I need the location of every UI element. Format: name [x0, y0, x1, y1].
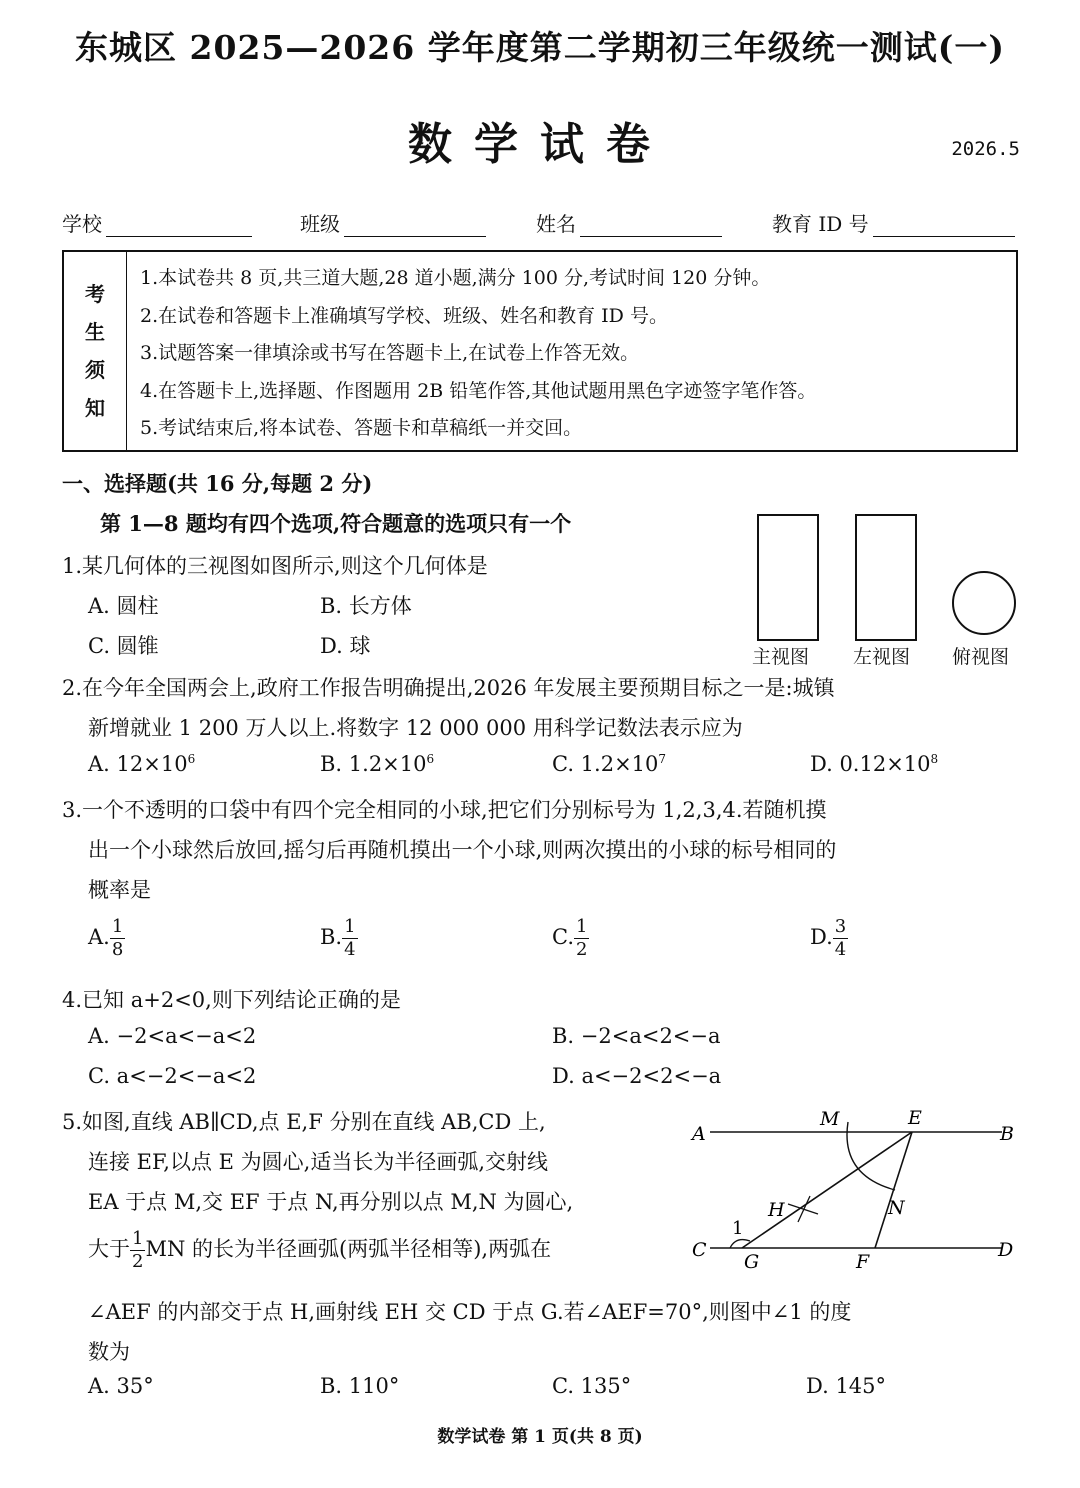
- fraction: $\frac{1}{4}$: [344, 916, 356, 960]
- fraction: $\frac{1}{2}$: [132, 1228, 144, 1272]
- label-angle-1: 1: [732, 1218, 744, 1239]
- question-3-line3: 概率是: [88, 878, 151, 902]
- q4-option-b[interactable]: B. −2<a<2<−a: [552, 1024, 721, 1048]
- top-view-label: 俯视图: [952, 646, 1010, 668]
- notice-box: [62, 250, 1018, 452]
- three-views-figure: [740, 505, 1040, 645]
- ray-eh: [742, 1132, 912, 1248]
- side-view-rect: [856, 515, 916, 640]
- id-field[interactable]: [772, 208, 1015, 237]
- fraction: $\frac{1}{2}$: [576, 916, 588, 960]
- exam-title: 东城区 2025—2026 学年度第二学期初三年级统一测试(一): [75, 28, 1005, 67]
- question-2-line1: 2.在今年全国两会上,政府工作报告明确提出,2026 年发展主要预期目标之一是:城镇: [62, 676, 835, 700]
- question-5-line6: 数为: [88, 1340, 130, 1364]
- notice-head-char: 知: [85, 396, 105, 420]
- label-c: C: [692, 1239, 707, 1261]
- name-label: 姓名: [536, 212, 576, 236]
- class-blank[interactable]: [344, 214, 486, 237]
- notice-item: 2.在试卷和答题卡上准确填写学校、班级、姓名和教育 ID 号。: [140, 304, 668, 327]
- notice-head-char: 生: [85, 320, 105, 344]
- notice-head-char: 考: [85, 282, 105, 306]
- q3-option-d[interactable]: D. $\frac{3}{4}$: [810, 916, 847, 960]
- q1-option-b[interactable]: B. 长方体: [320, 594, 412, 618]
- q3-option-c[interactable]: C. $\frac{1}{2}$: [552, 916, 588, 960]
- section-title: 一、选择题(共 16 分,每题 2 分): [62, 471, 373, 496]
- side-view-label: 左视图: [853, 646, 911, 668]
- question-5-line3: EA 于点 M,交 EF 于点 N,再分别以点 M,N 为圆心,: [88, 1190, 574, 1214]
- label-d: D: [998, 1239, 1014, 1261]
- label-m: M: [820, 1108, 840, 1130]
- notice-list: [140, 260, 816, 448]
- label-b: B: [1000, 1123, 1014, 1145]
- question-1-stem: 1.某几何体的三视图如图所示,则这个几何体是: [62, 554, 488, 578]
- label-e: E: [908, 1107, 922, 1129]
- question-3-line1: 3.一个不透明的口袋中有四个完全相同的小球,把它们分别标号为 1,2,3,4.若随机摸: [62, 798, 827, 822]
- name-field[interactable]: [536, 208, 722, 237]
- question-5-line5: ∠AEF 的内部交于点 H,画射线 EH 交 CD 于点 G.若∠AEF=70°,则图中∠1 的度: [88, 1300, 852, 1324]
- q2-option-c[interactable]: C. $1.2\times 10^7$: [552, 752, 667, 776]
- fraction: $\frac{3}{4}$: [834, 916, 847, 960]
- name-blank[interactable]: [580, 214, 722, 237]
- fraction: $\frac{1}{8}$: [111, 916, 124, 960]
- top-view-circle: [953, 572, 1015, 634]
- parallel-lines-figure: [690, 1100, 1030, 1280]
- q1-option-c[interactable]: C. 圆锥: [88, 634, 159, 658]
- question-3-line2: 出一个小球然后放回,摇匀后再随机摸出一个小球,则两次摸出的小球的标号相同的: [88, 838, 837, 862]
- q5-option-b[interactable]: B. 110°: [320, 1374, 400, 1398]
- question-5-line2: 连接 EF,以点 E 为圆心,适当长为半径画弧,交射线: [88, 1150, 549, 1174]
- page-title: 数学试卷: [408, 119, 672, 170]
- q4-option-d[interactable]: D. a<−2<2<−a: [552, 1064, 722, 1088]
- exam-date: 2026.5: [951, 138, 1020, 160]
- q5-option-c[interactable]: C. 135°: [552, 1374, 632, 1398]
- q2-option-a[interactable]: A. $12\times 10^6$: [88, 752, 196, 776]
- q3-option-b[interactable]: B. $\frac{1}{4}$: [320, 916, 356, 960]
- class-label: 班级: [300, 212, 340, 236]
- label-f: F: [856, 1251, 870, 1273]
- q5-option-a[interactable]: A. 35°: [88, 1374, 154, 1398]
- question-4-stem: 4.已知 a+2<0,则下列结论正确的是: [62, 988, 401, 1012]
- section-instruction: 第 1—8 题均有四个选项,符合题意的选项只有一个: [100, 511, 572, 536]
- class-field[interactable]: [300, 208, 486, 237]
- q1-option-a[interactable]: A. 圆柱: [88, 594, 159, 618]
- school-blank[interactable]: [106, 214, 252, 237]
- q5-option-d[interactable]: D. 145°: [806, 1374, 887, 1398]
- q4-option-c[interactable]: C. a<−2<−a<2: [88, 1064, 257, 1088]
- front-view-label: 主视图: [752, 646, 810, 668]
- q1-option-d[interactable]: D. 球: [320, 634, 371, 658]
- id-label: 教育 ID 号: [772, 212, 869, 236]
- label-g: G: [744, 1251, 760, 1273]
- question-2-line2: 新增就业 1 200 万人以上.将数字 12 000 000 用科学记数法表示应为: [88, 716, 743, 740]
- label-a: A: [692, 1123, 706, 1145]
- notice-head-char: 须: [85, 358, 105, 382]
- notice-heading: [64, 252, 127, 450]
- q4-option-a[interactable]: A. −2<a<−a<2: [88, 1024, 257, 1048]
- question-5-line1: 5.如图,直线 AB∥CD,点 E,F 分别在直线 AB,CD 上,: [62, 1110, 546, 1134]
- label-n: N: [888, 1197, 905, 1219]
- school-field[interactable]: [62, 208, 252, 237]
- notice-item: 5.考试结束后,将本试卷、答题卡和草稿纸一并交回。: [140, 417, 583, 439]
- notice-item: 3.试题答案一律填涂或书写在答题卡上,在试卷上作答无效。: [140, 342, 640, 364]
- q3-option-a[interactable]: A. $\frac{1}{8}$: [88, 916, 124, 960]
- id-blank[interactable]: [873, 214, 1015, 237]
- question-5-line4: 大于 $\frac{1}{2}$ MN 的长为半径画弧(两弧半径相等),两弧在: [88, 1228, 552, 1272]
- q2-option-b[interactable]: B. $1.2\times 10^6$: [320, 752, 435, 776]
- school-label: 学校: [62, 212, 102, 236]
- q2-option-d[interactable]: D. $0.12\times 10^8$: [810, 752, 939, 776]
- label-h: H: [768, 1199, 785, 1221]
- notice-item: 1.本试卷共 8 页,共三道大题,28 道小题,满分 100 分,考试时间 120 分钟。: [140, 267, 771, 289]
- page-footer: 数学试卷 第 1 页(共 8 页): [437, 1427, 643, 1447]
- notice-item: 4.在答题卡上,选择题、作图题用 2B 铅笔作答,其他试题用黑色字迹签字笔作答。: [140, 379, 817, 402]
- front-view-rect: [758, 515, 818, 640]
